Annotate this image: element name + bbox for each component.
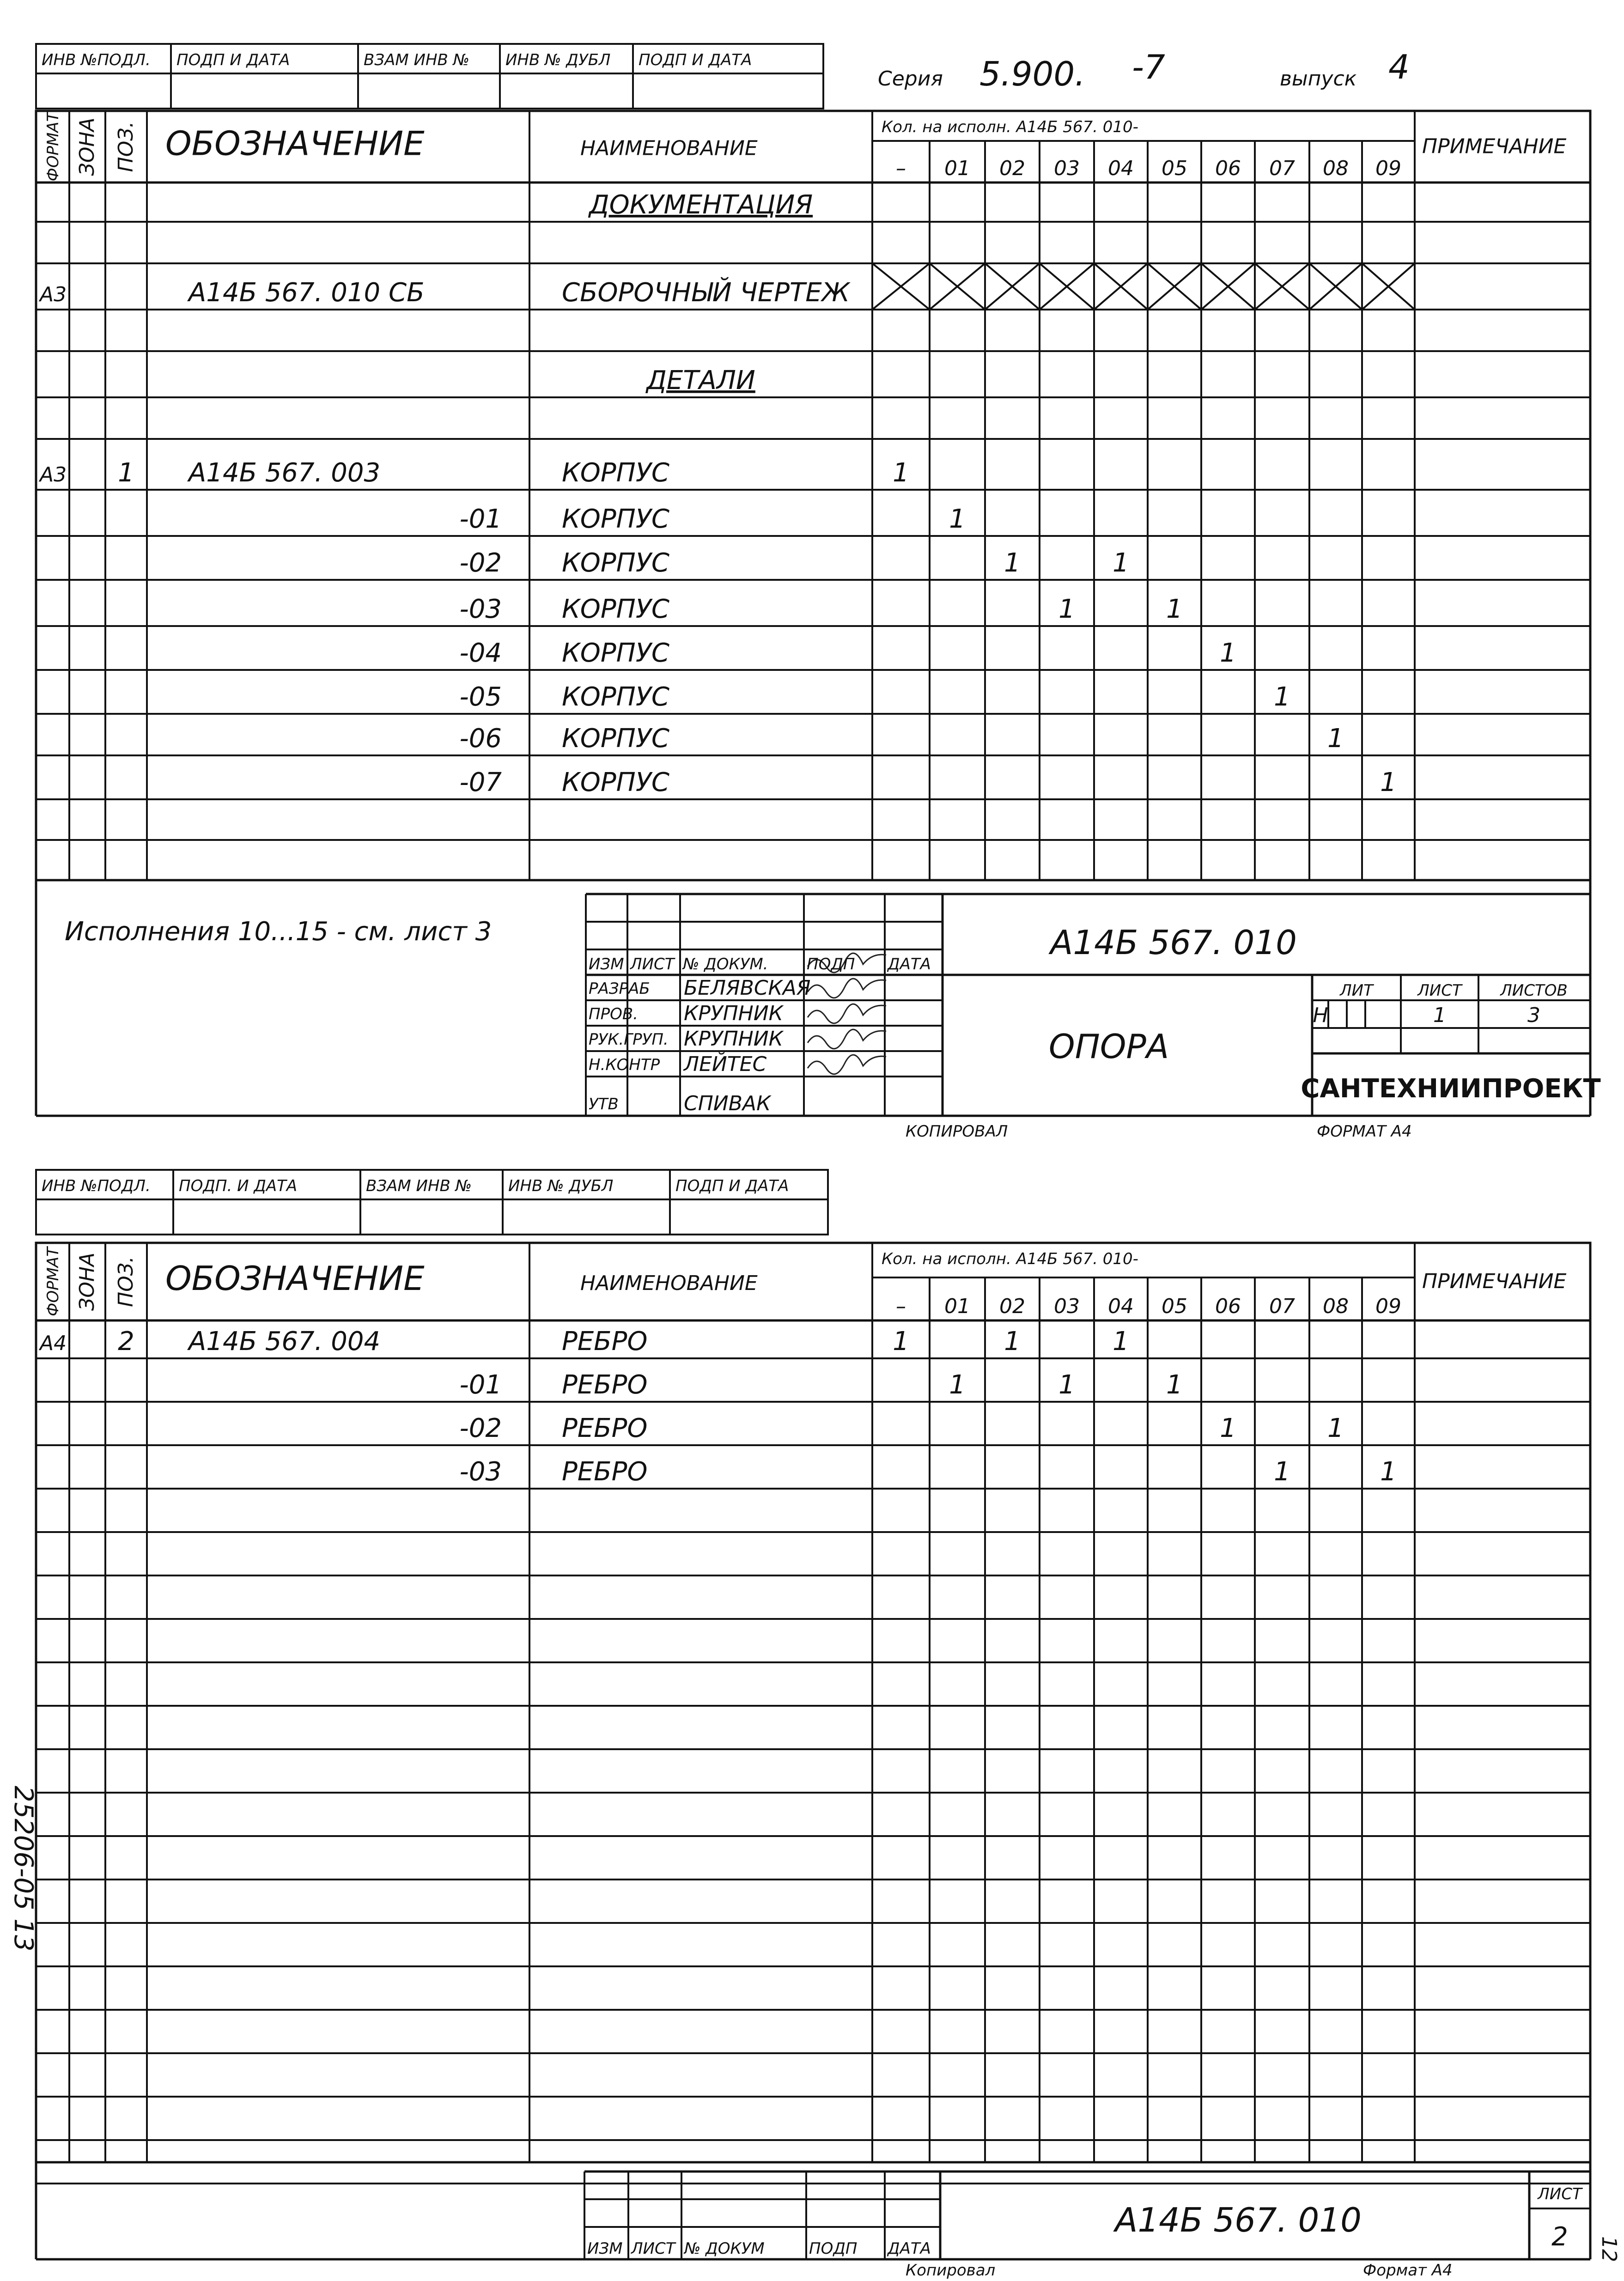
sheet2-row-0-designation: А14Б 567. 004 bbox=[189, 1326, 381, 1356]
sheet2-row-3-name: РЕБРО bbox=[562, 1457, 648, 1487]
signature-mark-4 bbox=[808, 1055, 886, 1074]
title-block-product-name: ОПОРА bbox=[1048, 1027, 1169, 1066]
sheet2-header-qty-1: 01 bbox=[944, 1295, 970, 1318]
sheet1-copied-label: КОПИРОВАЛ bbox=[906, 1122, 1008, 1141]
sheet1-header-qty-1: 01 bbox=[944, 157, 970, 180]
title-block-lit-label: ЛИТ bbox=[1340, 981, 1373, 1000]
sheet1-header-pos: ПОЗ. bbox=[114, 121, 138, 172]
sheet1-row-10-designation: -04 bbox=[459, 638, 502, 668]
sheet1-row-8-name: КОРПУС bbox=[562, 548, 669, 578]
title-block-col-2: № ДОКУМ. bbox=[683, 955, 768, 973]
archive-top-label-2: ВЗАМ ИНВ № bbox=[364, 51, 470, 69]
sheet2-header-qty-6: 06 bbox=[1215, 1295, 1241, 1318]
sheet2-block-col-3: ПОДП bbox=[809, 2239, 858, 2258]
sheet1-row-9-name: КОРПУС bbox=[562, 594, 669, 624]
sheet1-header-format: ФОРМАТ bbox=[44, 112, 62, 182]
sheet1-row-8-designation: -02 bbox=[459, 548, 502, 578]
sheet1-row-6-designation: А14Б 567. 003 bbox=[189, 458, 381, 488]
sheet2-block-col-1: ЛИСТ bbox=[631, 2239, 675, 2258]
title-block-role-2: РУК.ГРУП. bbox=[589, 1030, 669, 1049]
sheet2-copied-label: Копировал bbox=[906, 2261, 996, 2280]
sheet1-header-qty-caption: Кол. на исполн. А14Б 567. 010- bbox=[882, 118, 1138, 136]
title-block-person-2: КРУПНИК bbox=[684, 1027, 783, 1051]
sheet2-format-label: Формат А4 bbox=[1363, 2261, 1453, 2280]
sheet1-row-7-name: КОРПУС bbox=[562, 504, 669, 534]
title-block-col-4: ДАТА bbox=[888, 955, 931, 973]
title-block-col-1: ЛИСТ bbox=[630, 955, 675, 973]
sheet2-block-sheet-label: ЛИСТ bbox=[1538, 2185, 1582, 2203]
sheet1-row-7-designation: -01 bbox=[459, 504, 502, 534]
sheet1-row-6-name: КОРПУС bbox=[562, 458, 669, 488]
sheet1-row-12-designation: -06 bbox=[459, 724, 502, 754]
side-stamp: 25206-05 13 bbox=[8, 1786, 38, 1952]
sheet1-format-label: ФОРМАТ А4 bbox=[1317, 1122, 1412, 1141]
sheet2-header-qty-caption: Кол. на исполн. А14Б 567. 010- bbox=[882, 1250, 1138, 1268]
sheet1-note: Исполнения 10...15 - см. лист 3 bbox=[65, 917, 492, 947]
title-block-role-3: Н.КОНТР bbox=[589, 1056, 660, 1074]
sheet1-header-qty-0: – bbox=[896, 157, 906, 180]
sheet2-row-0-format: А4 bbox=[40, 1332, 67, 1355]
sheet2-row-0-name: РЕБРО bbox=[562, 1326, 648, 1356]
title-block-sheets-label: ЛИСТОВ bbox=[1500, 981, 1568, 1000]
sheet2-header-qty-9: 09 bbox=[1375, 1295, 1401, 1318]
sheet2-header-qty-5: 05 bbox=[1162, 1295, 1187, 1318]
sheet1-header-qty-9: 09 bbox=[1375, 157, 1401, 180]
sheet1-row-13-designation: -07 bbox=[459, 767, 502, 797]
sheet1-header-qty-2: 02 bbox=[999, 157, 1025, 180]
sheet1-header-note: ПРИМЕЧАНИЕ bbox=[1422, 134, 1567, 158]
sheet2-row-3-designation: -03 bbox=[459, 1457, 502, 1487]
sheet1-row-11-designation: -05 bbox=[459, 682, 502, 712]
title-block-lit-value: Н bbox=[1313, 1004, 1328, 1027]
sheet2-row-1-qty-1: 1 bbox=[949, 1370, 966, 1400]
sheet1-header-qty-8: 08 bbox=[1323, 157, 1349, 180]
sheet1-row-9-qty-5: 1 bbox=[1166, 594, 1183, 624]
title-block-company: САНТЕХНИИПРОЕКТ bbox=[1301, 1074, 1601, 1104]
archive-top-label-1: ПОДП И ДАТА bbox=[176, 51, 290, 69]
sheet2-row-2-qty-8: 1 bbox=[1327, 1413, 1344, 1443]
sheet2-header-qty-2: 02 bbox=[999, 1295, 1025, 1318]
sheet2-row-0-qty-4: 1 bbox=[1113, 1326, 1129, 1356]
title-block-doc-code: А14Б 567. 010 bbox=[1050, 923, 1297, 962]
sheet2-row-2-designation: -02 bbox=[459, 1413, 502, 1443]
sheet1-row-12-name: КОРПУС bbox=[562, 724, 669, 754]
sheet1-header-zone: ЗОНА bbox=[75, 117, 99, 176]
sheet2-block-col-4: ДАТА bbox=[888, 2239, 931, 2258]
sheet1-header-qty-5: 05 bbox=[1162, 157, 1187, 180]
sheet1-header-qty-7: 07 bbox=[1269, 157, 1295, 180]
title-block-role-0: РАЗРАБ bbox=[589, 979, 650, 998]
archive-bottom-label-0: ИНВ №ПОДЛ. bbox=[42, 1177, 151, 1195]
signature-mark-3 bbox=[808, 1029, 886, 1049]
signature-mark-2 bbox=[808, 1004, 886, 1023]
sheet1-row-8-qty-4: 1 bbox=[1113, 548, 1129, 578]
title-block-person-3: ЛЕЙТЕС bbox=[684, 1052, 767, 1076]
sheet2-row-0-qty-2: 1 bbox=[1004, 1326, 1021, 1356]
sheet2-header-qty-8: 08 bbox=[1323, 1295, 1349, 1318]
sheet2-header-qty-4: 04 bbox=[1108, 1295, 1134, 1318]
sheet1-row-2-designation: А14Б 567. 010 СБ bbox=[189, 278, 425, 308]
sheet2-header-pos: ПОЗ. bbox=[114, 1256, 138, 1307]
sheet2-block-col-0: ИЗМ bbox=[587, 2239, 623, 2258]
archive-top-label-4: ПОДП И ДАТА bbox=[639, 51, 752, 69]
series-suffix: -7 bbox=[1132, 48, 1165, 86]
sheet1-row-13-name: КОРПУС bbox=[562, 767, 669, 797]
title-block-role-4: УТВ bbox=[589, 1095, 619, 1113]
sheet2-block-sheet-value: 2 bbox=[1551, 2222, 1568, 2252]
title-block-col-3: ПОДП bbox=[807, 955, 855, 973]
sheet2-block-doc-code: А14Б 567. 010 bbox=[1115, 2201, 1362, 2239]
sheet2-header-qty-3: 03 bbox=[1054, 1295, 1080, 1318]
title-block-sheets-value: 3 bbox=[1527, 1004, 1540, 1027]
series-label: Серия bbox=[878, 67, 943, 91]
sheet1-row-2-format: А3 bbox=[40, 283, 67, 306]
sheet1-row-9-qty-3: 1 bbox=[1058, 594, 1075, 624]
sheet1-row-10-name: КОРПУС bbox=[562, 638, 669, 668]
sheet1-row-13-qty-9: 1 bbox=[1380, 767, 1397, 797]
sheet2-header-note: ПРИМЕЧАНИЕ bbox=[1422, 1270, 1567, 1293]
title-block-col-0: ИЗМ bbox=[589, 955, 624, 973]
sheet1-row-10-qty-6: 1 bbox=[1220, 638, 1236, 668]
title-block-role-1: ПРОВ. bbox=[589, 1005, 638, 1023]
archive-top-label-0: ИНВ №ПОДЛ. bbox=[42, 51, 151, 69]
sheet2-row-2-qty-6: 1 bbox=[1220, 1413, 1236, 1443]
sheet2-row-2-name: РЕБРО bbox=[562, 1413, 648, 1443]
archive-bottom-label-1: ПОДП. И ДАТА bbox=[179, 1177, 298, 1195]
sheet2-row-1-designation: -01 bbox=[459, 1370, 502, 1400]
sheet1-row-8-qty-2: 1 bbox=[1004, 548, 1021, 578]
sheet1-header-qty-6: 06 bbox=[1215, 157, 1241, 180]
sheet1-row-12-qty-8: 1 bbox=[1327, 724, 1344, 754]
sheet2-header-zone: ЗОНА bbox=[75, 1252, 99, 1311]
sheet1-row-6-format: А3 bbox=[40, 463, 67, 487]
archive-bottom-label-4: ПОДП И ДАТА bbox=[675, 1177, 789, 1195]
sheet2-row-3-qty-7: 1 bbox=[1274, 1457, 1290, 1487]
signature-mark-1 bbox=[808, 979, 886, 998]
sheet1-row-6-qty-0: 1 bbox=[893, 458, 909, 488]
title-block-person-4: СПИВАК bbox=[684, 1092, 771, 1115]
sheet1-row-2-name: СБОРОЧНЫЙ ЧЕРТЕЖ bbox=[562, 278, 850, 308]
sheet2-header-qty-0: – bbox=[896, 1295, 906, 1318]
archive-bottom-label-2: ВЗАМ ИНВ № bbox=[366, 1177, 472, 1195]
sheet2-row-1-name: РЕБРО bbox=[562, 1370, 648, 1400]
corner-mark: 12 bbox=[1597, 2236, 1621, 2262]
title-block-person-0: БЕЛЯВСКАЯ bbox=[684, 976, 811, 1000]
issue-number: 4 bbox=[1388, 48, 1410, 86]
sheet2-row-0-pos: 2 bbox=[118, 1326, 134, 1356]
sheet2-header-designation: ОБОЗНАЧЕНИЕ bbox=[165, 1259, 425, 1298]
title-block-person-1: КРУПНИК bbox=[684, 1002, 783, 1025]
sheet2-block-col-2: № ДОКУМ bbox=[684, 2239, 765, 2258]
sheet1-row-7-qty-1: 1 bbox=[949, 504, 966, 534]
title-block-sheet-label: ЛИСТ bbox=[1417, 981, 1462, 1000]
sheet1-header-qty-3: 03 bbox=[1054, 157, 1080, 180]
sheet2-header-qty-7: 07 bbox=[1269, 1295, 1295, 1318]
series-number: 5.900. bbox=[979, 55, 1086, 93]
sheet2-row-3-qty-9: 1 bbox=[1380, 1457, 1397, 1487]
archive-top-label-3: ИНВ № ДУБЛ bbox=[505, 51, 611, 69]
sheet1-row-6-pos: 1 bbox=[118, 458, 134, 488]
sheet1-row-0-name: ДОКУМЕНТАЦИЯ bbox=[589, 190, 813, 220]
archive-bottom-label-3: ИНВ № ДУБЛ bbox=[508, 1177, 614, 1195]
sheet1-row-11-name: КОРПУС bbox=[562, 682, 669, 712]
title-block-sheet-value: 1 bbox=[1433, 1004, 1446, 1027]
sheet2-row-1-qty-3: 1 bbox=[1058, 1370, 1075, 1400]
sheet1-header-qty-4: 04 bbox=[1108, 157, 1134, 180]
sheet1-header-designation: ОБОЗНАЧЕНИЕ bbox=[165, 124, 425, 163]
sheet1-row-4-name: ДЕТАЛИ bbox=[646, 365, 755, 395]
sheet1-row-9-designation: -03 bbox=[459, 594, 502, 624]
sheet2-header-name: НАИМЕНОВАНИЕ bbox=[580, 1271, 758, 1295]
sheet1-header-name: НАИМЕНОВАНИЕ bbox=[580, 136, 758, 160]
issue-label: выпуск bbox=[1280, 67, 1357, 91]
sheet1-row-11-qty-7: 1 bbox=[1274, 682, 1290, 712]
sheet2-row-0-qty-0: 1 bbox=[893, 1326, 909, 1356]
sheet2-header-format: ФОРМАТ bbox=[44, 1247, 62, 1316]
sheet2-row-1-qty-5: 1 bbox=[1166, 1370, 1183, 1400]
